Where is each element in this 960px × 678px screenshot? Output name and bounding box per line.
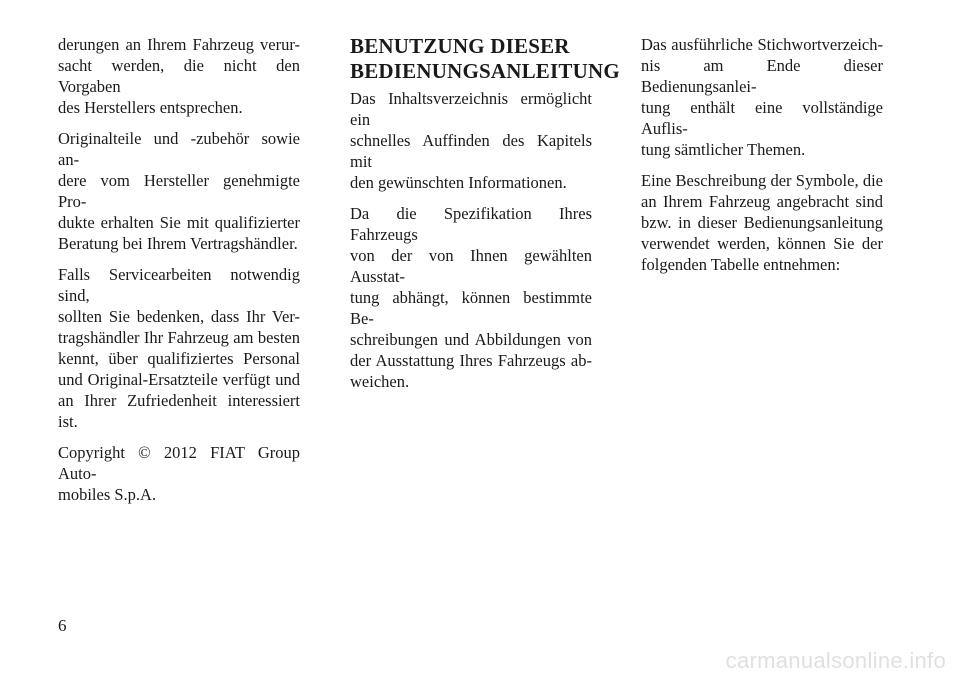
text-line: den gewünschten Informationen.	[350, 173, 567, 192]
paragraph	[350, 88, 592, 193]
text-line: folgenden Tabelle entnehmen:	[641, 255, 841, 274]
text-line: sollten Sie bedenken, dass Ihr Ver-	[58, 307, 300, 326]
page-number: 6	[58, 616, 67, 635]
text-line: kennt, über qualifiziertes Personal	[58, 349, 300, 368]
text-line: der Ausstattung Ihres Fahrzeugs ab-	[350, 351, 592, 370]
text-line: tung enthält eine vollständige Auflis-	[641, 98, 883, 138]
text-line: tragshändler Ihr Fahrzeug am besten	[58, 328, 300, 347]
text-line: Das ausführliche Stichwortverzeich-	[641, 35, 883, 54]
text-line: Das Inhaltsverzeichnis ermöglicht ein	[350, 89, 592, 129]
text-line: bzw. in dieser Bedienungsanleitung	[641, 213, 883, 232]
text-line: Beratung bei Ihrem Vertragshändler.	[58, 234, 298, 253]
text-line: Falls Servicearbeiten notwendig sind,	[58, 265, 300, 305]
watermark: carmanualsonline.info	[725, 648, 946, 673]
heading-line: BENUTZUNG DIESER	[350, 34, 570, 58]
paragraph	[641, 170, 883, 275]
paragraph	[350, 203, 592, 392]
heading-line: BEDIENUNGSANLEITUNG	[350, 59, 620, 83]
section-heading	[350, 34, 620, 84]
text-line: weichen.	[350, 372, 410, 391]
text-line: Originalteile und -zubehör sowie an-	[58, 129, 300, 169]
text-line: des Herstellers entsprechen.	[58, 98, 243, 117]
text-line: dere vom Hersteller genehmigte Pro-	[58, 171, 300, 211]
text-line: Eine Beschreibung der Symbole, die	[641, 171, 883, 190]
text-line: an Ihrem Fahrzeug angebracht sind	[641, 192, 883, 211]
text-line: sacht werden, die nicht den Vorgaben	[58, 56, 300, 96]
middle-column	[350, 34, 620, 402]
text-line: und Original-Ersatzteile verfügt und	[58, 370, 300, 389]
paragraph	[58, 34, 300, 118]
text-line: tung sämtlicher Themen.	[641, 140, 806, 159]
text-line: an Ihrer Zufriedenheit interessiert ist.	[58, 391, 300, 431]
paragraph	[641, 34, 883, 160]
text-line: schreibungen und Abbildungen von	[350, 330, 592, 349]
paragraph	[58, 442, 300, 505]
text-line: verwendet werden, können Sie der	[641, 234, 883, 253]
paragraph	[58, 128, 300, 254]
text-line: nis am Ende dieser Bedienungsanlei-	[641, 56, 883, 96]
left-column	[58, 34, 300, 515]
text-line: dukte erhalten Sie mit qualifizierter	[58, 213, 300, 232]
text-line: Da die Spezifikation Ihres Fahrzeugs	[350, 204, 592, 244]
text-line: von der von Ihnen gewählten Ausstat-	[350, 246, 592, 286]
text-line: Copyright © 2012 FIAT Group Auto-	[58, 443, 300, 483]
text-line: tung abhängt, können bestimmte Be-	[350, 288, 592, 328]
text-line: derungen an Ihrem Fahrzeug verur-	[58, 35, 300, 54]
paragraph	[58, 264, 300, 432]
text-line: mobiles S.p.A.	[58, 485, 157, 504]
right-column	[641, 34, 883, 285]
text-line: schnelles Auffinden des Kapitels mit	[350, 131, 592, 171]
